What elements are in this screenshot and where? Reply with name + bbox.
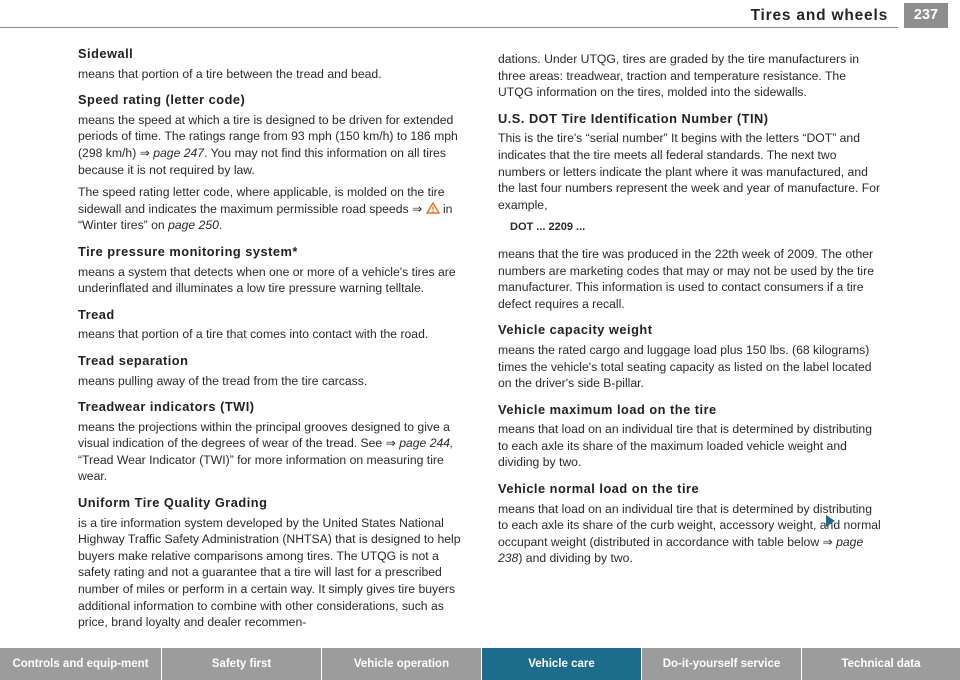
nav-diy-service[interactable]: Do-it-yourself service bbox=[642, 648, 802, 680]
text-segment: means the speed at which a tire is designed to be driven for extended periods of time. The ratings range from 93 mph (150 km/h) to 186 mph (298 km/h) bbox=[78, 112, 458, 160]
heading-tpms: Tire pressure monitoring system* bbox=[78, 243, 298, 259]
chapter-nav bbox=[0, 648, 960, 680]
text-segment: “Tread Wear Indicator (TWI)” for more information on measuring tire wear. bbox=[78, 452, 444, 484]
warning-triangle-icon[interactable] bbox=[426, 202, 440, 214]
heading-utqg: Uniform Tire Quality Grading bbox=[78, 495, 268, 511]
heading-speed-rating: Speed rating (letter code) bbox=[78, 92, 246, 108]
text-segment: . You may not find this information on all tires because it is not required by law. bbox=[78, 145, 446, 177]
nav-vehicle-operation[interactable]: Vehicle operation bbox=[322, 648, 482, 680]
text-segment: means the projections within the principal grooves designed to give a visual indication of the degrees of wear of the tread. See bbox=[78, 419, 450, 451]
page-244-link[interactable]: ⇒ page 244, bbox=[385, 436, 454, 451]
text-max-load: means that load on an individual tire that is determined by distributing to each axle its share of the maximum loaded vehicle weight and dividing by two. bbox=[498, 422, 872, 470]
page-250-link[interactable]: page 250 bbox=[168, 218, 219, 233]
text-twi bbox=[78, 419, 463, 485]
text-tpms: means a system that detects when one or more of a vehicle's tires are underinflated and illuminates a low tire pressure warning telltale. bbox=[78, 264, 456, 296]
heading-twi: Treadwear indicators (TWI) bbox=[78, 399, 255, 415]
heading-tin: U.S. DOT Tire Identification Number (TIN) bbox=[498, 110, 769, 126]
text-capacity: means the rated cargo and luggage load plus 150 lbs. (68 kilograms) times the vehicle's total seating capacity as listed on the label located on the driver's side B-pillar. bbox=[498, 342, 872, 391]
nav-safety-first[interactable]: Safety first bbox=[162, 648, 322, 680]
text-tin: This is the tire's “serial number” It begins with the letters “DOT” and indicates that the tire meets all federal standards. The next two numbers or letters indicate the plant where it was manufactured, and the last four numbers represent the week and year of manufacture. For example, bbox=[498, 131, 881, 212]
heading-tread: Tread bbox=[78, 306, 115, 322]
tin-example: DOT ... 2209 ... bbox=[510, 221, 586, 234]
text-normal-load bbox=[498, 501, 883, 567]
heading-sidewall: Sidewall bbox=[78, 46, 134, 61]
text-tread-separation: means pulling away of the tread from the tire carcass. bbox=[78, 373, 368, 388]
nav-controls[interactable]: Controls and equip-ment bbox=[0, 648, 162, 680]
nav-technical-data[interactable]: Technical data bbox=[841, 657, 921, 670]
section-title: Tires and wheels bbox=[750, 7, 888, 24]
text-tread: means that portion of a tire that comes into contact with the road. bbox=[78, 327, 429, 342]
page-247-link[interactable]: ⇒ page 247 bbox=[139, 145, 205, 160]
text-segment: in “Winter tires” on bbox=[78, 201, 453, 233]
text-segment: ) and dividing by two. bbox=[518, 551, 633, 566]
heading-tread-separation: Tread separation bbox=[78, 352, 189, 368]
page-238-link[interactable]: ⇒ page 238 bbox=[498, 534, 864, 566]
page-header bbox=[0, 0, 960, 28]
next-page-arrow-icon[interactable] bbox=[826, 515, 835, 527]
text-utqg-continued: dations. Under UTQG, tires are graded by the tire manufacturers in three areas: treadwear, traction and temperature resistance. The UTQG information on the tires, molded into the sidewalls. bbox=[498, 52, 860, 100]
text-segment: means that load on an individual tire that is determined by distributing to each axle its share of the curb weight, accessory weight, and normal occupant weight (distributed in accordance with table below bbox=[498, 501, 881, 549]
right-column bbox=[498, 51, 883, 573]
left-column bbox=[78, 46, 463, 637]
heading-capacity: Vehicle capacity weight bbox=[498, 322, 653, 338]
header-rule bbox=[0, 27, 898, 28]
heading-max-load: Vehicle maximum load on the tire bbox=[498, 401, 717, 417]
text-utqg: is a tire information system developed by the United States National Highway Traffic Safety Administration (NHTSA) that is designed to help buyers make relative comparisons among tires. The UTQG is not a safety rating and not a guarantee that a tire will last for a prescribed number of miles or perform in a certain way. It simply gives tire buyers additional information to combine with other considerations, such as price, brand loyalty and dealer recommen- bbox=[78, 515, 461, 630]
page-number: 237 bbox=[904, 3, 948, 28]
text-sidewall: means that portion of a tire between the tread and bead. bbox=[78, 66, 382, 81]
text-tin-2: means that the tire was produced in the 22th week of 2009. The other numbers are marketing codes that may or may not be used by the tire manufacturer. This information is used to contact consumers if a tire defect requires a recall. bbox=[498, 246, 874, 311]
heading-normal-load: Vehicle normal load on the tire bbox=[498, 481, 700, 497]
text-segment: . bbox=[218, 218, 223, 233]
text-speed-rating-1 bbox=[78, 112, 463, 178]
nav-vehicle-care[interactable]: Vehicle care bbox=[482, 648, 642, 680]
text-segment: The speed rating letter code, where applicable, is molded on the tire sidewall and indicates the maximum permissible road speeds ⇒ bbox=[78, 185, 445, 216]
text-speed-rating-2 bbox=[78, 184, 463, 234]
